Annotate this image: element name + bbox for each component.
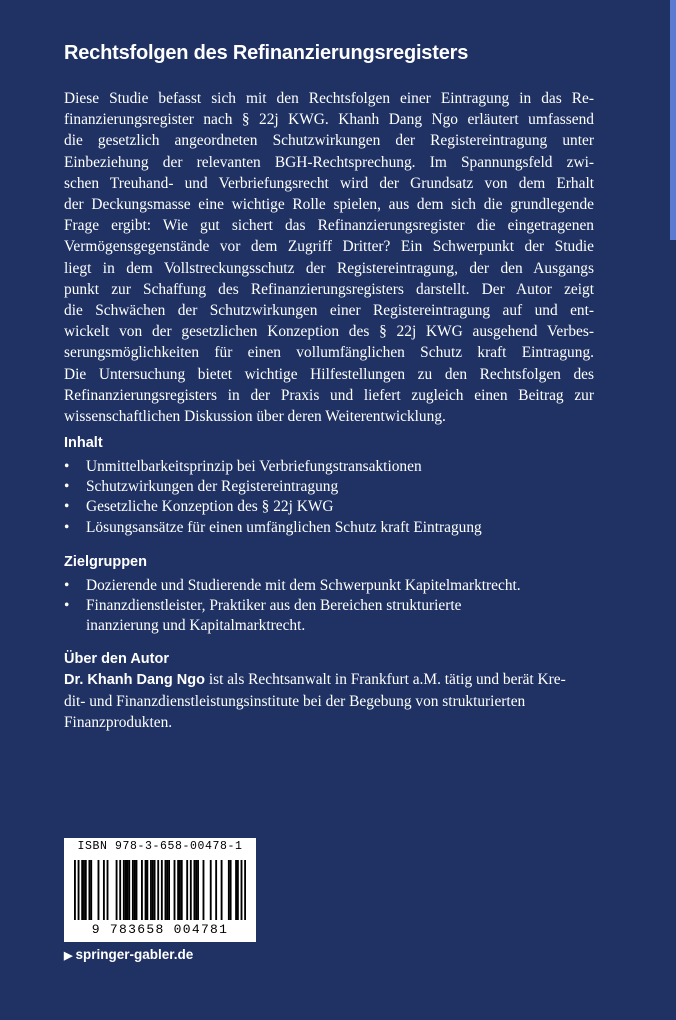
barcode-bar xyxy=(179,860,181,920)
list-item: • Gesetzliche Konzeption des § 22j KWG xyxy=(64,497,594,517)
book-title: Rechtsfolgen des Refinanzierungsregisters xyxy=(64,42,469,64)
barcode-bar xyxy=(228,860,230,920)
zielgruppen-section xyxy=(64,552,594,637)
barcode-bar xyxy=(78,860,80,920)
barcode-bar xyxy=(177,860,179,920)
bullet-icon: • xyxy=(64,478,70,496)
barcode-bar xyxy=(146,860,148,920)
barcode-bar xyxy=(136,860,138,920)
barcode-bar xyxy=(125,860,127,920)
author-name: Dr. Khanh Dang Ngo xyxy=(64,672,205,688)
barcode-bar xyxy=(132,860,134,920)
list-item: • Unmittelbarkeitsprinzip bei Verbriefungstransaktionen xyxy=(64,457,594,477)
intro-line: finanzierungsregister nach § 22j KWG. Khanh Dang Ngo erläutert umfassend xyxy=(64,111,594,129)
list-item: • Finanzdienstleister, Praktiker aus den Bereichen strukturierte inanzierung und Kapitalmarktrecht. xyxy=(64,597,462,635)
barcode-bar xyxy=(241,860,243,920)
intro-line: wickelt von der gesetzlichen Konzeption des § 22j KWG ausgehend Verbes- xyxy=(64,323,594,341)
bullet-icon: • xyxy=(64,458,70,475)
barcode-bar xyxy=(128,860,130,920)
intro-line: Frage ergibt: Wie gut sichert das Refinanzierungsregister die eingetragenen xyxy=(64,217,594,235)
barcode-bar xyxy=(244,860,246,920)
zielgruppen-heading: Zielgruppen xyxy=(64,554,147,570)
intro-line: Refinanzierungsregisters in der Praxis und liefert zugleich einen Beitrag zur xyxy=(64,386,594,404)
barcode-bar xyxy=(152,860,154,920)
barcode-bar xyxy=(237,860,239,920)
blurb-section xyxy=(64,40,594,427)
intro-line: punkt zur Schaffung des Refinanzierungsregisters darstellt. Der Autor zeigt xyxy=(64,280,594,298)
barcode-bar xyxy=(210,860,212,920)
barcode-bar xyxy=(221,860,223,920)
bullet-icon: • xyxy=(64,597,70,615)
bullet-icon: • xyxy=(64,577,70,594)
intro-line: wissenschaftlichen Diskussion über deren Weiterentwicklung. xyxy=(64,408,446,426)
barcode-bar xyxy=(150,860,152,920)
list-item: • Dozierende und Studierende mit dem Schwerpunkt Kapitelmarktrecht. xyxy=(64,576,594,596)
list-item: • Lösungsansätze für einen umfänglichen Schutz kraft Eintragung xyxy=(64,518,594,538)
isbn-label: ISBN 978-3-658-00478-1 xyxy=(77,840,243,853)
barcode-bar xyxy=(197,860,199,920)
intro-line: serungsmöglichkeiten für einen vollumfänglichen Schutz kraft Eintragung. xyxy=(64,344,594,362)
intro-line: Die Untersuchung bietet wichtige Hilfestellungen zu den Rechtsfolgen des xyxy=(64,365,594,383)
barcode-bar xyxy=(166,860,168,920)
barcode-bar xyxy=(195,860,197,920)
intro-line: liegt in dem Vollstreckungsschutz der Registereintragung, der den Ausgangs xyxy=(64,259,594,277)
barcode-bar xyxy=(134,860,136,920)
inhalt-section xyxy=(64,433,594,538)
barcode-bar xyxy=(190,860,192,920)
barcode-bar xyxy=(157,860,159,920)
intro-line: Diese Studie befasst sich mit den Rechtsfolgen einer Eintragung in das Re- xyxy=(64,90,594,107)
barcode-bar xyxy=(161,860,163,920)
intro-line: schen Treuhand- und Verbriefungsrecht wird der Grundsatz von dem Erhalt xyxy=(64,174,594,192)
barcode-bar xyxy=(103,860,105,920)
barcode-bar xyxy=(81,860,83,920)
list-item: • Schutzwirkungen der Registereintragung xyxy=(64,477,594,497)
intro-line: Einbeziehung der relevanten BGH-Rechtsprechung. Im Spannungsfeld zwi- xyxy=(64,153,594,171)
bullet-icon: • xyxy=(64,498,70,516)
barcode-bar xyxy=(127,860,129,920)
intro-line: die gesetzlich angeordneten Schutzwirkungen der Registereintragung unter xyxy=(64,132,594,150)
zielgruppen-list xyxy=(64,576,594,637)
barcode-bar xyxy=(193,860,195,920)
barcode-bar xyxy=(174,860,176,920)
barcode-bar xyxy=(235,860,237,920)
barcode-bar xyxy=(74,860,76,920)
barcode-bar xyxy=(141,860,143,920)
barcode-bar xyxy=(98,860,100,920)
barcode-bar xyxy=(165,860,167,920)
barcode-bar xyxy=(154,860,156,920)
barcode-digits: 9 783658 004781 xyxy=(91,922,229,937)
bullet-icon: • xyxy=(64,518,70,536)
intro-line: Vermögensgegenstände vor dem Zugriff Dritter? Ein Schwerpunkt der Studie xyxy=(64,238,594,256)
barcode-bar xyxy=(83,860,85,920)
barcode-bar xyxy=(107,860,109,920)
barcode-bar xyxy=(230,860,232,920)
inhalt-list xyxy=(64,457,594,538)
intro-line: der Deckungsmasse eine wichtige Rolle spielen, aus dem sich die grundlegende xyxy=(64,196,594,214)
barcode-bar xyxy=(119,860,121,920)
isbn-barcode xyxy=(64,838,256,942)
arrow-right-icon: ▶ xyxy=(64,950,73,962)
autor-heading: Über den Autor xyxy=(64,651,169,667)
intro-paragraph xyxy=(64,88,594,427)
intro-line: die Schwächen der Schutzwirkungen einer Registereintragung auf und ent- xyxy=(64,302,594,320)
barcode-bar xyxy=(123,860,125,920)
barcode-bar xyxy=(186,860,188,920)
barcode-bar xyxy=(88,860,90,920)
autor-bio: Dr. Khanh Dang Ngo ist als Rechtsanwalt in Frankfurt a.M. tätig und berät Kre- dit- und Finanzdienstleistungsinstitute bei der Begebung von strukturierten Finanzprodukten. xyxy=(64,671,566,731)
barcode-bar xyxy=(203,860,205,920)
inhalt-heading: Inhalt xyxy=(64,435,103,451)
barcode-bar xyxy=(215,860,217,920)
autor-section xyxy=(64,649,594,733)
barcode-bar xyxy=(90,860,92,920)
barcode-bar xyxy=(145,860,147,920)
barcode-bar xyxy=(181,860,183,920)
barcode-bars xyxy=(74,860,246,920)
publisher-website[interactable]: ▶ springer-gabler.de xyxy=(64,947,194,962)
barcode-bar xyxy=(85,860,87,920)
barcode-bar xyxy=(168,860,170,920)
barcode-bar xyxy=(116,860,118,920)
edge-accent-stripe xyxy=(670,0,676,240)
